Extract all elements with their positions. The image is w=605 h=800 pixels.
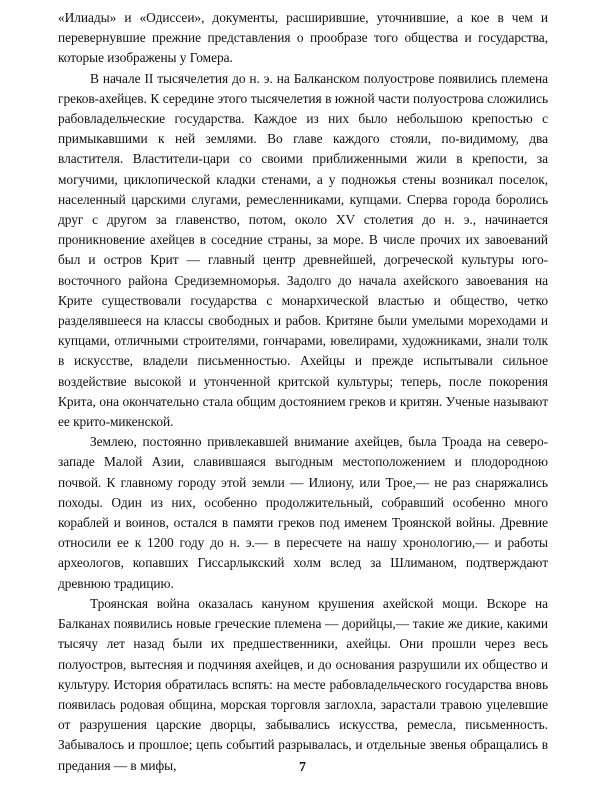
paragraph-1: «Илиады» и «Одиссеи», документы, расширившие, уточнившие, а кое в чем и перевернувшие прежние представления о прообразе того общества и государства, которые изображены у Гомера. bbox=[58, 10, 548, 66]
paragraph-2: В начале II тысячелетия до н. э. на Балканском полуострове появились племена греков-ахейцев. К середине этого тысячелетия в южной части полуострова сложились рабовладельческие государства. Каждое из них было небольшою крепостью с примыкавшими к ней землями. Во главе каждого стояли, по-видимому, два властителя. Властители-цари со своими приближенными жили в крепости, за могучими, циклопической кладки стенами, а у подножья стены возникал поселок, населенный царскими слугами, ремесленниками, купцами. Сперва города боролись друг с другом за главенство, потом, около XV столетия до н. э., начинается проникновение ахейцев в соседние страны, за море. В числе прочих их завоеваний был и остров Крит — главный центр древнейшей, догреческой культуры юго-восточного района Средиземноморья. Задолго до начала ахейского завоевания на Крите существовали государства с монархической властью и общество, четко разделявшееся на классы свободных и рабов. Критяне были умелыми мореходами и купцами, отличными строителями, гончарами, ювелирами, художниками, знали толк в искусстве, владели письменностью. Ахейцы и прежде испытывали сильное воздействие высокой и утонченной критской культуры; теперь, после покорения Крита, она окончательно стала общим достоянием греков и критян. Ученые называют ее крито-микенской. bbox=[58, 70, 548, 430]
paragraph-3: Землею, постоянно привлекавшей внимание ахейцев, была Троада на северо-западе Малой Азии, славившаяся выгодным местоположением и плодородною почвой. К главному городу этой земли — Илиону, или Трое,— не раз снаряжались походы. Один из них, особенно продолжительный, собравший особенно много кораблей и воинов, остался в памяти греков под именем Троянской войны. Древние относили ее к 1200 году до н. э.— в пересчете на нашу хронологию,— и работы археологов, копавших Гиссарлыкский холм вслед за Шлиманом, подтверждают древнюю традицию. bbox=[58, 434, 548, 591]
body-text bbox=[58, 8, 548, 776]
paragraph-4: Троянская война оказалась кануном крушения ахейской мощи. Вскоре на Балканах появились новые греческие племена — дорийцы,— такие же дикие, какими тысячу лет назад были их предшественники, ахейцы. Они прошли через весь полуостров, вытесняя и подчиняя ахейцев, и до основания разрушили их общество и культуру. История обратилась вспять: на месте рабовладельческого государства вновь появилась родовая община, морская торговля заглохла, зарастали травою уцелевшие от разрушения царские дворцы, забывались искусства, ремесла, письменность. Забывалось и прошлое; цепь событий разрывалась, и отдельные звенья обращались в предания — в мифы, bbox=[58, 595, 548, 773]
page-number: 7 bbox=[299, 760, 306, 775]
